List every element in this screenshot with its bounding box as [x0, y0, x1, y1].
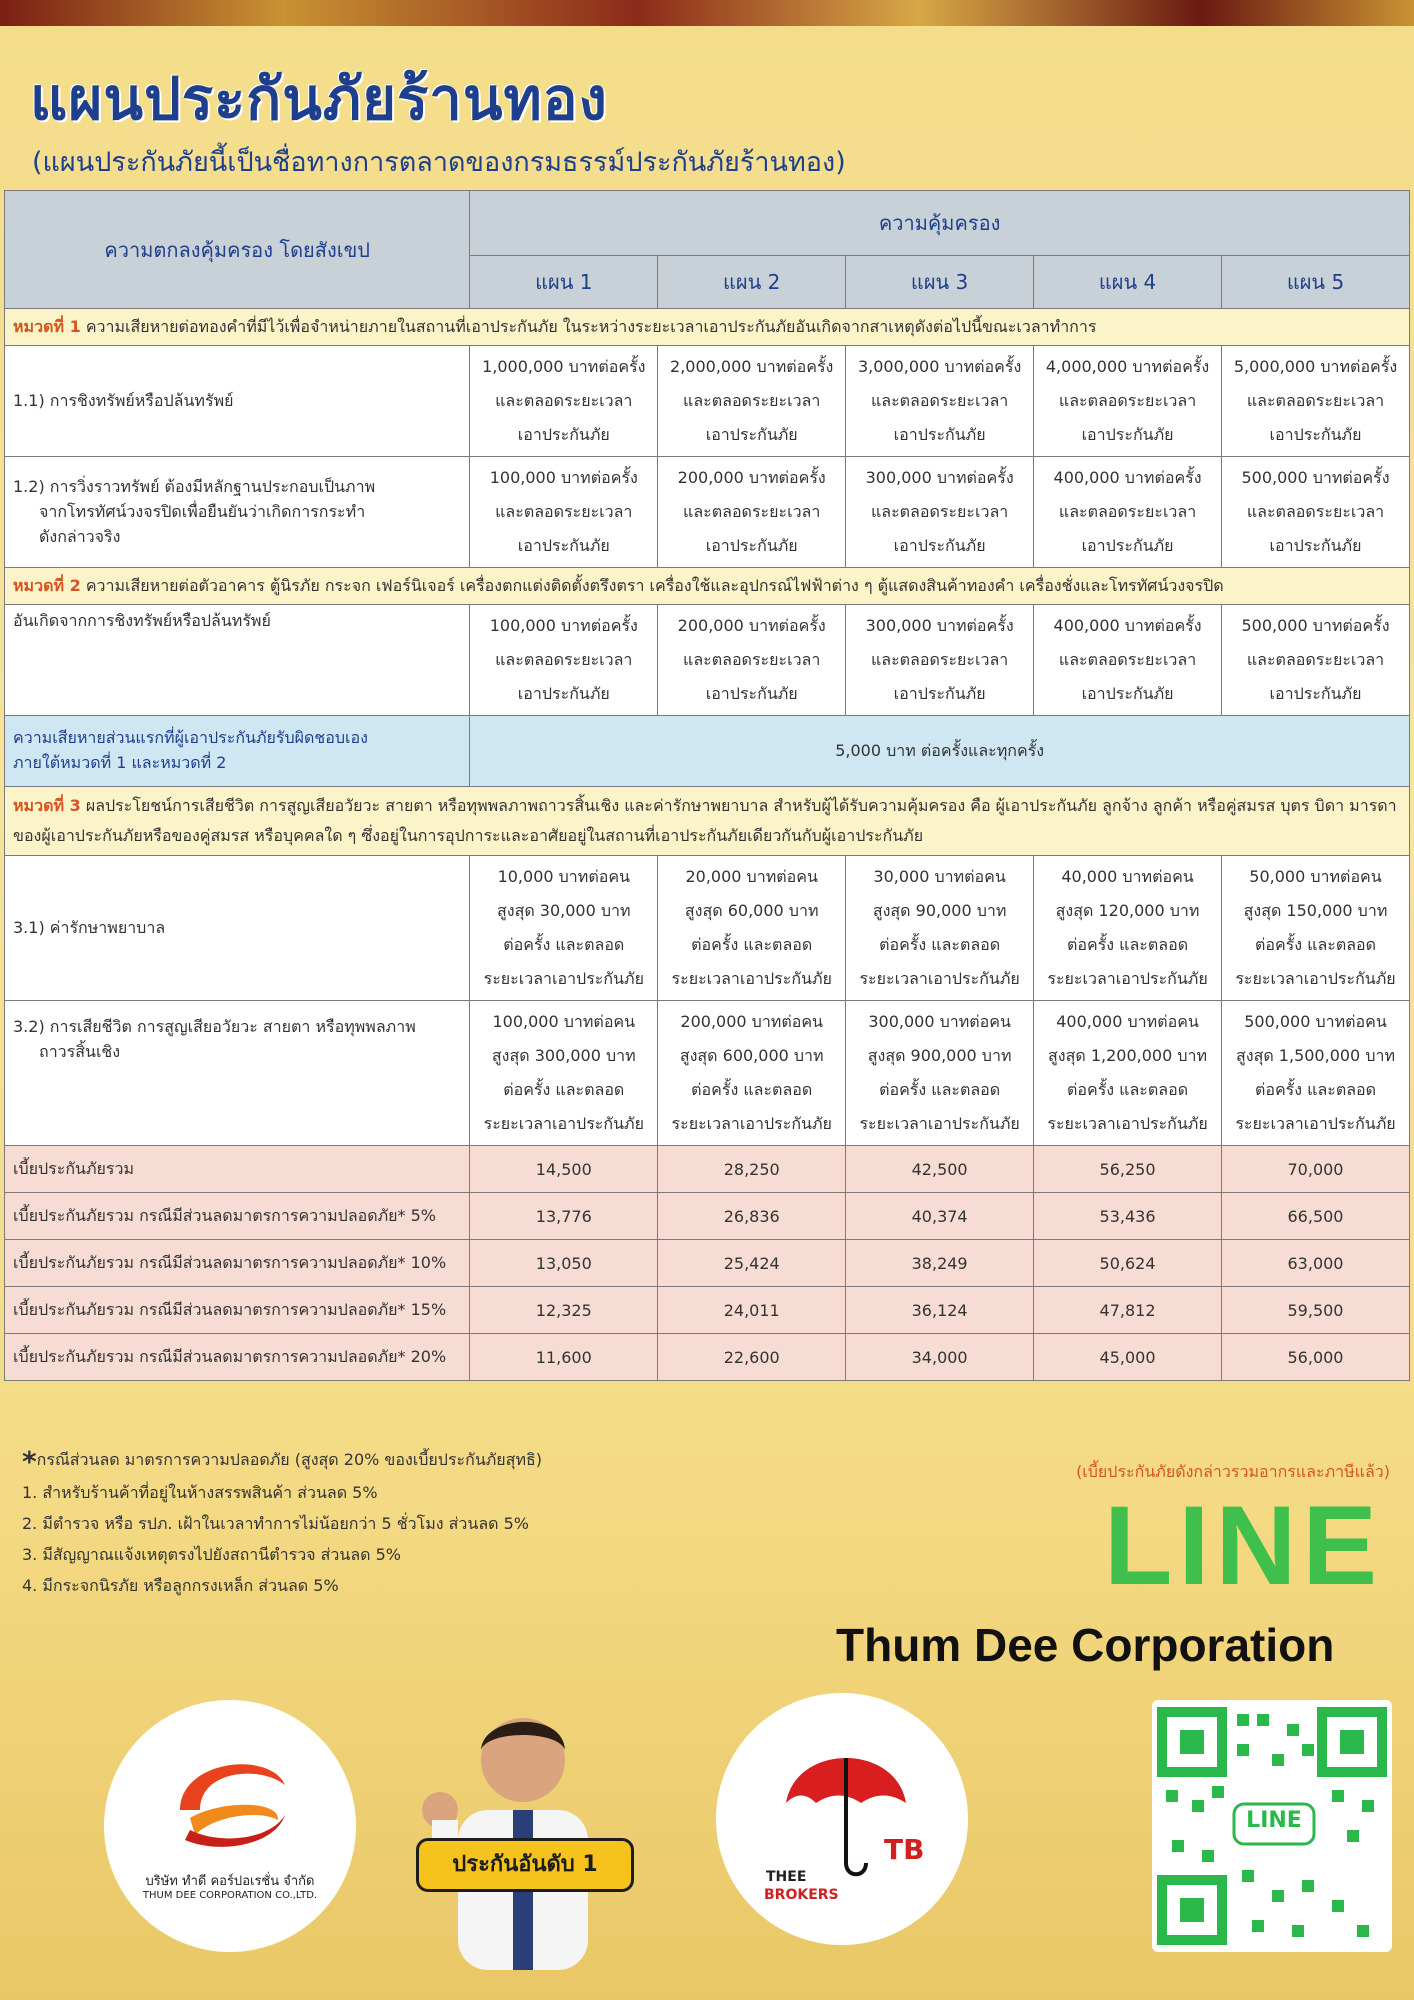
item-label: 1.1) การชิงทรัพย์หรือปล้นทรัพย์ — [5, 346, 470, 457]
category-3 — [5, 787, 1410, 856]
item-label: 3.1) ค่ารักษาพยาบาล — [5, 856, 470, 1001]
coverage-value-line: เอาประกันภัย — [1269, 425, 1362, 444]
coverage-value — [1222, 856, 1410, 1001]
coverage-value-line: ระยะเวลาเอาประกันภัย — [483, 1114, 644, 1133]
coverage-value-line: เอาประกันภัย — [893, 425, 986, 444]
coverage-value-line: เอาประกันภัย — [705, 536, 798, 555]
coverage-value-line: ระยะเวลาเอาประกันภัย — [1235, 969, 1396, 988]
coverage-value — [470, 856, 658, 1001]
coverage-value-line: 400,000 บาทต่อคน — [1056, 1012, 1199, 1031]
note-item: 1. สำหรับร้านค้าที่อยู่ในห้างสรรพสินค้า ส่วนลด 5% — [22, 1483, 378, 1502]
coverage-value-line: 400,000 บาทต่อครั้ง — [1053, 468, 1202, 487]
coverage-value-line: และตลอดระยะเวลา — [683, 391, 821, 410]
table-row — [5, 856, 1410, 1001]
top-decorative-banner — [0, 0, 1414, 26]
plan-header: แผน 1 — [470, 256, 658, 309]
item-label-line: 1.2) การวิ่งราวทรัพย์ ต้องมีหลักฐานประกอบเป็นภาพ — [13, 476, 376, 496]
coverage-value-line: สูงสุด 150,000 บาท — [1243, 901, 1388, 920]
coverage-value-line: และตลอดระยะเวลา — [1058, 391, 1197, 410]
coverage-value — [846, 457, 1034, 568]
coverage-value-line: และตลอดระยะเวลา — [1058, 502, 1197, 521]
premium-value: 50,624 — [1034, 1240, 1222, 1287]
premium-value: 22,600 — [658, 1334, 846, 1381]
premium-value: 38,249 — [846, 1240, 1034, 1287]
coverage-value — [470, 457, 658, 568]
plan-header: แผน 2 — [658, 256, 846, 309]
note-item: 2. มีตำรวจ หรือ รปภ. เฝ้าในเวลาทำการไม่น้อยกว่า 5 ชั่วโมง ส่วนลด 5% — [22, 1514, 529, 1533]
note-item: 3. มีสัญญาณแจ้งเหตุตรงไปยังสถานีตำรวจ ส่วนลด 5% — [22, 1545, 401, 1564]
coverage-value-line: 200,000 บาทต่อครั้ง — [677, 616, 826, 635]
coverage-value-line: เอาประกันภัย — [1081, 425, 1174, 444]
premium-value: 47,812 — [1034, 1287, 1222, 1334]
premium-label: เบี้ยประกันภัยรวม กรณีมีส่วนลดมาตรการความปลอดภัย* 20% — [5, 1334, 470, 1381]
coverage-value-line: และตลอดระยะเวลา — [495, 502, 633, 521]
brokers-thee-text: THEE — [766, 1869, 807, 1885]
agreement-header: ความตกลงคุ้มครอง โดยสังเขป — [5, 191, 470, 309]
category-text: ความเสียหายต่อตัวอาคาร ตู้นิรภัย กระจก เฟอร์นิเจอร์ เครื่องตกแต่งติดตั้งตรึงตรา เครื่องใช้และอุปกรณ์ไฟฟ้าต่าง ๆ ตู้แสดงสินค้าทองคำ เครื่องชั่งและโทรทัศน์วงจรปิด — [85, 575, 1224, 595]
coverage-value-line: 200,000 บาทต่อคน — [680, 1012, 823, 1031]
coverage-value-line: ต่อครั้ง และตลอด — [1066, 1080, 1189, 1099]
coverage-value-line: และตลอดระยะเวลา — [870, 391, 1009, 410]
coverage-value-line: เอาประกันภัย — [1269, 536, 1362, 555]
premium-value: 36,124 — [846, 1287, 1034, 1334]
coverage-value-line: 2,000,000 บาทต่อครั้ง — [670, 357, 834, 376]
premium-row — [5, 1240, 1410, 1287]
coverage-value-line: ระยะเวลาเอาประกันภัย — [1047, 1114, 1208, 1133]
coverage-value-line: 500,000 บาทต่อครั้ง — [1241, 616, 1390, 635]
category-label: หมวดที่ 2 — [13, 575, 81, 595]
plan-header: แผน 3 — [846, 256, 1034, 309]
coverage-value — [1034, 346, 1222, 457]
coverage-value — [846, 856, 1034, 1001]
category-label: หมวดที่ 3 — [13, 796, 81, 815]
coverage-value — [658, 605, 846, 716]
coverage-value-line: เอาประกันภัย — [1081, 536, 1174, 555]
coverage-value-line: 100,000 บาทต่อครั้ง — [489, 468, 638, 487]
swirl-logo-icon — [160, 1740, 300, 1860]
coverage-value-line: เอาประกันภัย — [705, 684, 798, 703]
item-label-line: จากโทรทัศน์วงจรปิดเพื่อยืนยันว่าเกิดการกระทำ — [39, 501, 366, 521]
coverage-value-line: สูงสุด 90,000 บาท — [872, 901, 1007, 920]
coverage-value-line: ระยะเวลาเอาประกันภัย — [483, 969, 644, 988]
coverage-value-line: 3,000,000 บาทต่อครั้ง — [857, 357, 1022, 376]
coverage-value-line: เอาประกันภัย — [705, 425, 798, 444]
premium-value: 13,776 — [470, 1193, 658, 1240]
coverage-value-line: 300,000 บาทต่อครั้ง — [865, 468, 1014, 487]
coverage-value-line: สูงสุด 600,000 บาท — [679, 1046, 824, 1065]
plan-header: แผน 5 — [1222, 256, 1410, 309]
coverage-value — [1034, 1001, 1222, 1146]
coverage-value-line: ต่อครั้ง และตลอด — [503, 935, 625, 954]
brokers-tb-text: TB — [884, 1833, 925, 1866]
category-text: ผลประโยชน์การเสียชีวิต การสูญเสียอวัยวะ สายตา หรือทุพพลภาพถาวรสิ้นเชิง และค่ารักษาพยาบาล สำหรับผู้ได้รับความคุ้มครอง คือ ผู้เอาประกันภัย ลูกจ้าง ลูกค้า หรือคู่สมรส บุตร บิดา มารดา ของผู้เอาประกันภัยหรือของคู่สมรส หรือบุคคลใด ๆ ซึ่งอยู่ในการอุปการะและอาศัยอยู่ในสถานที่เอาประกันภัยเดียวกันกับผู้เอาประกันภัย — [13, 796, 1397, 845]
coverage-value-line: และตลอดระยะเวลา — [870, 502, 1009, 521]
premium-value: 25,424 — [658, 1240, 846, 1287]
coverage-value-line: และตลอดระยะเวลา — [1246, 650, 1385, 669]
premium-value: 63,000 — [1222, 1240, 1410, 1287]
coverage-value-line: ต่อครั้ง และตลอด — [879, 935, 1001, 954]
qr-line-label: LINE — [1246, 1808, 1302, 1833]
category-1 — [5, 309, 1410, 346]
plan-header: แผน 4 — [1034, 256, 1222, 309]
coverage-value-line: 500,000 บาทต่อคน — [1244, 1012, 1387, 1031]
coverage-value — [658, 346, 846, 457]
premium-row — [5, 1334, 1410, 1381]
corporation-name: Thum Dee Corporation — [836, 1619, 1335, 1671]
table-row — [5, 457, 1410, 568]
coverage-value-line: 30,000 บาทต่อคน — [873, 867, 1006, 886]
notes-heading: กรณีส่วนลด มาตรการความปลอดภัย (สูงสุด 20% ของเบี้ยประกันภัยสุทธิ) — [36, 1450, 542, 1469]
premium-value: 11,600 — [470, 1334, 658, 1381]
premium-value: 14,500 — [470, 1146, 658, 1193]
coverage-value-line: 50,000 บาทต่อคน — [1249, 867, 1382, 886]
top-insurance-badge: ประกันอันดับ 1 — [416, 1838, 634, 1892]
coverage-value-line: ระยะเวลาเอาประกันภัย — [859, 1114, 1020, 1133]
premium-value: 12,325 — [470, 1287, 658, 1334]
coverage-value-line: เอาประกันภัย — [517, 425, 610, 444]
premium-value: 28,250 — [658, 1146, 846, 1193]
coverage-value-line: ระยะเวลาเอาประกันภัย — [671, 1114, 832, 1133]
coverage-value — [658, 856, 846, 1001]
premium-value: 53,436 — [1034, 1193, 1222, 1240]
premium-row — [5, 1287, 1410, 1334]
premium-value: 26,836 — [658, 1193, 846, 1240]
table-row — [5, 1001, 1410, 1146]
category-row — [5, 787, 1410, 856]
brokers-text: BROKERS — [764, 1887, 839, 1903]
category-row — [5, 309, 1410, 346]
premium-value: 24,011 — [658, 1287, 846, 1334]
line-qr-code[interactable] — [1152, 1700, 1392, 1952]
coverage-value — [470, 346, 658, 457]
coverage-value — [470, 1001, 658, 1146]
coverage-value-line: และตลอดระยะเวลา — [870, 650, 1009, 669]
item-label: อันเกิดจากการชิงทรัพย์หรือปล้นทรัพย์ — [5, 605, 470, 716]
coverage-value-line: 5,000,000 บาทต่อครั้ง — [1233, 357, 1398, 376]
premium-value: 56,000 — [1222, 1334, 1410, 1381]
premium-value: 45,000 — [1034, 1334, 1222, 1381]
coverage-value-line: ต่อครั้ง และตลอด — [1066, 935, 1189, 954]
coverage-value — [846, 605, 1034, 716]
coverage-value-line: สูงสุด 30,000 บาท — [496, 901, 631, 920]
table-row — [5, 605, 1410, 716]
coverage-value-line: 4,000,000 บาทต่อครั้ง — [1045, 357, 1210, 376]
coverage-value — [658, 457, 846, 568]
coverage-value-line: สูงสุด 120,000 บาท — [1055, 901, 1200, 920]
coverage-value-line: ระยะเวลาเอาประกันภัย — [671, 969, 832, 988]
coverage-value-line: 1,000,000 บาทต่อครั้ง — [482, 357, 646, 376]
deductible-value: 5,000 บาท ต่อครั้งและทุกครั้ง — [470, 716, 1410, 787]
coverage-value-line: ระยะเวลาเอาประกันภัย — [1235, 1114, 1396, 1133]
coverage-value-line: และตลอดระยะเวลา — [1058, 650, 1197, 669]
coverage-value — [1222, 457, 1410, 568]
coverage-value-line: สูงสุด 1,500,000 บาท — [1235, 1046, 1396, 1065]
coverage-value-line: เอาประกันภัย — [893, 684, 986, 703]
coverage-value-line: ระยะเวลาเอาประกันภัย — [1047, 969, 1208, 988]
thum-dee-logo — [104, 1700, 356, 1952]
premium-value: 42,500 — [846, 1146, 1034, 1193]
coverage-value-line: สูงสุด 1,200,000 บาท — [1048, 1046, 1208, 1065]
deductible-label — [5, 716, 470, 787]
premium-value: 13,050 — [470, 1240, 658, 1287]
premium-row — [5, 1193, 1410, 1240]
coverage-value-line: สูงสุด 60,000 บาท — [684, 901, 819, 920]
coverage-value — [1222, 1001, 1410, 1146]
premium-row — [5, 1146, 1410, 1193]
page-title: แผนประกันภัยร้านทอง — [30, 65, 608, 133]
coverage-value-line: เอาประกันภัย — [517, 536, 610, 555]
coverage-value — [658, 1001, 846, 1146]
coverage-value-line: และตลอดระยะเวลา — [495, 650, 633, 669]
coverage-value-line: ต่อครั้ง และตลอด — [691, 1080, 813, 1099]
coverage-value-line: เอาประกันภัย — [1269, 684, 1362, 703]
premium-label: เบี้ยประกันภัยรวม กรณีมีส่วนลดมาตรการความปลอดภัย* 10% — [5, 1240, 470, 1287]
deductible-label-line: ความเสียหายส่วนแรกที่ผู้เอาประกันภัยรับผิดชอบเอง — [13, 728, 368, 747]
spokesperson-image — [418, 1690, 628, 1970]
coverage-value-line: 10,000 บาทต่อคน — [497, 867, 630, 886]
item-label-line: ถาวรสิ้นเชิง — [39, 1042, 121, 1061]
table-row — [5, 346, 1410, 457]
coverage-value — [1222, 605, 1410, 716]
item-label — [5, 1001, 470, 1146]
company-name-thai: บริษัท ทำดี คอร์ปอเรชั่น จำกัด — [145, 1874, 315, 1889]
coverage-value-line: ต่อครั้ง และตลอด — [1254, 935, 1377, 954]
coverage-value-line: และตลอดระยะเวลา — [683, 650, 821, 669]
premium-label: เบี้ยประกันภัยรวม กรณีมีส่วนลดมาตรการความปลอดภัย* 5% — [5, 1193, 470, 1240]
discount-notes — [22, 1444, 542, 1601]
coverage-value-line: 20,000 บาทต่อคน — [685, 867, 818, 886]
coverage-value-line: และตลอดระยะเวลา — [683, 502, 821, 521]
item-label-line: 3.2) การเสียชีวิต การสูญเสียอวัยวะ สายตา หรือทุพพลภาพ — [13, 1017, 416, 1036]
premium-value: 59,500 — [1222, 1287, 1410, 1334]
coverage-value-line: และตลอดระยะเวลา — [1246, 502, 1385, 521]
thee-brokers-logo — [716, 1693, 968, 1945]
coverage-value-line: และตลอดระยะเวลา — [495, 391, 633, 410]
coverage-value-line: สูงสุด 300,000 บาท — [491, 1046, 636, 1065]
coverage-value-line: 40,000 บาทต่อคน — [1061, 867, 1194, 886]
category-row — [5, 568, 1410, 605]
coverage-value-line: สูงสุด 900,000 บาท — [867, 1046, 1012, 1065]
category-text: ความเสียหายต่อทองคำที่มีไว้เพื่อจำหน่ายภายในสถานที่เอาประกันภัย ในระหว่างระยะเวลาเอาประกันภัยอันเกิดจากสาเหตุดังต่อไปนี้ขณะเวลาทำการ — [85, 316, 1097, 336]
coverage-value-line: ต่อครั้ง และตลอด — [879, 1080, 1001, 1099]
coverage-value-line: 100,000 บาทต่อคน — [492, 1012, 636, 1031]
coverage-header: ความคุ้มครอง — [470, 191, 1410, 256]
premium-value: 40,374 — [846, 1193, 1034, 1240]
coverage-value-line: 400,000 บาทต่อครั้ง — [1053, 616, 1202, 635]
coverage-value-line: ระยะเวลาเอาประกันภัย — [859, 969, 1020, 988]
deductible-row — [5, 716, 1410, 787]
coverage-value-line: 100,000 บาทต่อครั้ง — [489, 616, 638, 635]
line-logo-text: LINE — [1104, 1483, 1384, 1608]
coverage-value-line: เอาประกันภัย — [1081, 684, 1174, 703]
coverage-value-line: 200,000 บาทต่อครั้ง — [677, 468, 826, 487]
coverage-value — [1034, 856, 1222, 1001]
coverage-value — [470, 605, 658, 716]
asterisk: * — [22, 1445, 37, 1478]
premium-value: 34,000 — [846, 1334, 1034, 1381]
coverage-value — [1034, 457, 1222, 568]
coverage-value-line: เอาประกันภัย — [517, 684, 610, 703]
premium-label: เบี้ยประกันภัยรวม — [5, 1146, 470, 1193]
page-subtitle: (แผนประกันภัยนี้เป็นชื่อทางการตลาดของกรมธรรม์ประกันภัยร้านทอง) — [32, 147, 846, 178]
deductible-label-line: ภายใต้หมวดที่ 1 และหมวดที่ 2 — [13, 753, 227, 772]
coverage-value-line: เอาประกันภัย — [893, 536, 986, 555]
premium-value: 66,500 — [1222, 1193, 1410, 1240]
coverage-table — [4, 190, 1410, 1381]
company-name-en: THUM DEE CORPORATION CO.,LTD. — [142, 1890, 318, 1901]
item-label — [5, 457, 470, 568]
note-item: 4. มีกระจกนิรภัย หรือลูกกรงเหล็ก ส่วนลด 5% — [22, 1576, 339, 1595]
coverage-value — [846, 1001, 1034, 1146]
premium-label: เบี้ยประกันภัยรวม กรณีมีส่วนลดมาตรการความปลอดภัย* 15% — [5, 1287, 470, 1334]
category-label: หมวดที่ 1 — [13, 316, 81, 336]
coverage-value-line: ต่อครั้ง และตลอด — [691, 935, 813, 954]
coverage-value — [1222, 346, 1410, 457]
coverage-value-line: 300,000 บาทต่อครั้ง — [865, 616, 1014, 635]
tax-note: (เบี้ยประกันภัยดังกล่าวรวมอากรและภาษีแล้ว) — [1076, 1462, 1390, 1481]
coverage-value-line: และตลอดระยะเวลา — [1246, 391, 1385, 410]
item-label-line: ดังกล่าวจริง — [39, 526, 121, 546]
coverage-value-line: ต่อครั้ง และตลอด — [503, 1080, 625, 1099]
coverage-value-line: 300,000 บาทต่อคน — [868, 1012, 1011, 1031]
coverage-value — [1034, 605, 1222, 716]
premium-value: 70,000 — [1222, 1146, 1410, 1193]
premium-value: 56,250 — [1034, 1146, 1222, 1193]
coverage-value-line: 500,000 บาทต่อครั้ง — [1241, 468, 1390, 487]
coverage-value — [846, 346, 1034, 457]
category-2 — [5, 568, 1410, 605]
coverage-value-line: ต่อครั้ง และตลอด — [1254, 1080, 1377, 1099]
